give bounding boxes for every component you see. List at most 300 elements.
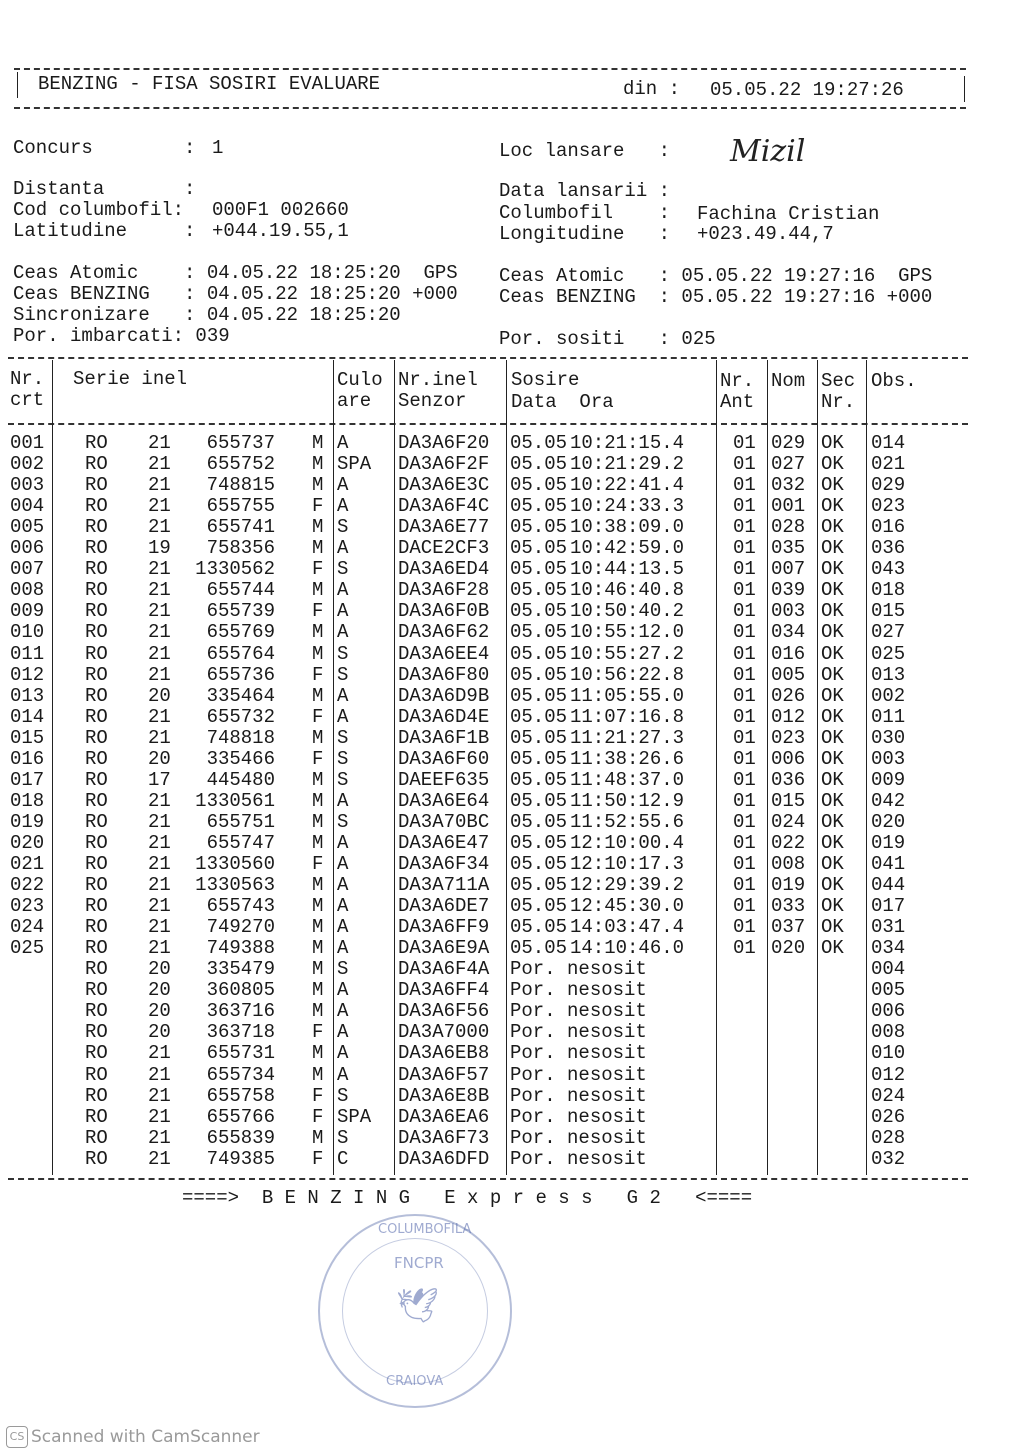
cell-year: 21 bbox=[148, 495, 171, 518]
cell-country: RO bbox=[85, 1126, 108, 1149]
cell-obs: 034 bbox=[871, 937, 906, 960]
cell-ant-nr: 01 bbox=[733, 916, 756, 939]
cell-sec-status: OK bbox=[821, 810, 844, 833]
col-header-dataora: Data Ora bbox=[511, 391, 614, 413]
cell-sensor-id: DA3A711A bbox=[398, 874, 490, 897]
footer-banner: ====> B E N Z I N G E x p r e s s G 2 <==== bbox=[182, 1187, 753, 1209]
cell-sensor-id: DA3A6F1B bbox=[398, 726, 490, 749]
table-row bbox=[0, 1022, 1024, 1043]
table-row bbox=[0, 1043, 1024, 1064]
cell-color: S bbox=[337, 642, 349, 665]
stamp-dove-icon: 🕊 bbox=[396, 1286, 440, 1326]
cell-obs: 036 bbox=[871, 537, 906, 560]
cell-sex: F bbox=[312, 1021, 324, 1044]
cell-obs: 003 bbox=[871, 747, 906, 770]
cell-obs: 020 bbox=[871, 810, 906, 833]
cell-sex: M bbox=[312, 895, 324, 918]
cell-color: S bbox=[337, 558, 349, 581]
cell-year: 21 bbox=[148, 600, 171, 623]
cell-color: A bbox=[337, 684, 349, 707]
cell-arrival-time: 10:46:40.8 bbox=[570, 579, 685, 602]
cell-sec-status: OK bbox=[821, 600, 844, 623]
cell-arrival-date: 05.05 bbox=[510, 853, 568, 875]
cell-arrival-date: 05.05 bbox=[510, 684, 568, 707]
cell-ring-number: 1330560 bbox=[195, 853, 275, 875]
cell-nom: 036 bbox=[771, 768, 806, 791]
cell-year: 20 bbox=[148, 684, 171, 707]
club-stamp bbox=[318, 1214, 512, 1408]
cell-ant-nr: 01 bbox=[733, 474, 756, 497]
cell-obs: 016 bbox=[871, 516, 906, 539]
cell-arrival-time: 11:05:55.0 bbox=[570, 684, 685, 707]
cell-year: 21 bbox=[148, 516, 171, 539]
cell-ring-number: 335479 bbox=[206, 958, 275, 981]
cell-sex: M bbox=[312, 579, 324, 602]
cell-color: A bbox=[337, 579, 349, 602]
cell-color: A bbox=[337, 916, 349, 939]
cell-sex: M bbox=[312, 768, 324, 791]
cell-ant-nr: 01 bbox=[733, 810, 756, 833]
cell-color: A bbox=[337, 432, 349, 454]
cell-country: RO bbox=[85, 453, 108, 476]
columbofil-label: Columbofil : bbox=[499, 202, 671, 224]
cell-sensor-id: DA3A6F56 bbox=[398, 1000, 490, 1023]
cell-country: RO bbox=[85, 747, 108, 770]
loc-lansare-handwritten: Mizil bbox=[730, 134, 806, 169]
cell-nom: 016 bbox=[771, 642, 806, 665]
cell-country: RO bbox=[85, 1000, 108, 1023]
table-row bbox=[0, 896, 1024, 917]
cell-sex: M bbox=[312, 958, 324, 981]
cell-sensor-id: DA3A6E3C bbox=[398, 474, 490, 497]
cell-sec-status: OK bbox=[821, 874, 844, 897]
cell-ring-number: 360805 bbox=[206, 979, 275, 1002]
cell-ring-number: 655732 bbox=[206, 705, 275, 728]
cell-nr-crt: 017 bbox=[10, 768, 45, 791]
cell-sensor-id: DA3A7000 bbox=[398, 1021, 490, 1044]
cell-sensor-id: DA3A6ED4 bbox=[398, 558, 490, 581]
por-imbarcati: Por. imbarcati: 039 bbox=[13, 325, 230, 347]
table-row bbox=[0, 559, 1024, 580]
cell-nr-crt: 023 bbox=[10, 895, 45, 918]
table-row bbox=[0, 1065, 1024, 1086]
cell-obs: 023 bbox=[871, 495, 906, 518]
cell-sensor-id: DA3A6F0B bbox=[398, 600, 490, 623]
table-row bbox=[0, 665, 1024, 686]
cell-sex: M bbox=[312, 537, 324, 560]
cell-year: 20 bbox=[148, 747, 171, 770]
cell-arrival-date: Por. nesosit bbox=[510, 1042, 647, 1065]
cell-sensor-id: DA3A6EE4 bbox=[398, 642, 490, 665]
cell-sensor-id: DA3A6F28 bbox=[398, 579, 490, 602]
cell-color: S bbox=[337, 1126, 349, 1149]
cell-nom: 008 bbox=[771, 853, 806, 875]
cell-ring-number: 749388 bbox=[206, 937, 275, 960]
table-row bbox=[0, 980, 1024, 1001]
cell-year: 21 bbox=[148, 705, 171, 728]
sincronizare: Sincronizare : 04.05.22 18:25:20 bbox=[13, 304, 401, 326]
cell-sensor-id: DA3A6F4C bbox=[398, 495, 490, 518]
cell-ring-number: 1330562 bbox=[195, 558, 275, 581]
cell-nom: 015 bbox=[771, 789, 806, 812]
cell-year: 20 bbox=[148, 1021, 171, 1044]
table-row bbox=[0, 686, 1024, 707]
cell-sex: F bbox=[312, 600, 324, 623]
cell-ring-number: 335466 bbox=[206, 747, 275, 770]
cell-nom: 019 bbox=[771, 874, 806, 897]
cell-arrival-date: 05.05 bbox=[510, 642, 568, 665]
cell-sex: F bbox=[312, 853, 324, 875]
cell-ring-number: 655769 bbox=[206, 621, 275, 644]
cell-obs: 041 bbox=[871, 853, 906, 875]
divider bbox=[17, 72, 18, 98]
col-header-sosire: Sosire bbox=[511, 369, 580, 391]
cell-ring-number: 655739 bbox=[206, 600, 275, 623]
cell-color: S bbox=[337, 726, 349, 749]
table-row bbox=[0, 433, 1024, 454]
cell-ring-number: 655741 bbox=[206, 516, 275, 539]
table-row bbox=[0, 1128, 1024, 1149]
table-row bbox=[0, 580, 1024, 601]
cell-obs: 015 bbox=[871, 600, 906, 623]
cell-color: A bbox=[337, 937, 349, 960]
divider bbox=[964, 76, 965, 102]
cell-nr-crt: 015 bbox=[10, 726, 45, 749]
cell-arrival-date: Por. nesosit bbox=[510, 958, 647, 981]
cell-year: 21 bbox=[148, 558, 171, 581]
cell-color: SPA bbox=[337, 1105, 372, 1128]
cell-ring-number: 749385 bbox=[206, 1147, 275, 1170]
ceas-benzing-start: Ceas BENZING : 04.05.22 18:25:20 +000 bbox=[13, 283, 458, 305]
cell-nom: 012 bbox=[771, 705, 806, 728]
cell-ant-nr: 01 bbox=[733, 895, 756, 918]
cell-arrival-date: 05.05 bbox=[510, 747, 568, 770]
cell-sex: F bbox=[312, 705, 324, 728]
din-label: din : bbox=[623, 78, 681, 100]
cell-sex: M bbox=[312, 831, 324, 854]
cell-sensor-id: DA3A6E9A bbox=[398, 937, 490, 960]
cell-nr-crt: 005 bbox=[10, 516, 45, 539]
cell-color: A bbox=[337, 495, 349, 518]
divider bbox=[14, 68, 966, 70]
cell-arrival-date: 05.05 bbox=[510, 432, 568, 454]
cell-sensor-id: DA3A6F57 bbox=[398, 1063, 490, 1086]
cell-sensor-id: DA3A6EB8 bbox=[398, 1042, 490, 1065]
cell-arrival-time: 10:42:59.0 bbox=[570, 537, 685, 560]
cell-sex: M bbox=[312, 1042, 324, 1065]
cell-sex: M bbox=[312, 979, 324, 1002]
cell-nr-crt: 021 bbox=[10, 853, 45, 875]
cell-sensor-id: DA3A6FF9 bbox=[398, 916, 490, 939]
cell-color: C bbox=[337, 1147, 349, 1170]
cell-arrival-date: 05.05 bbox=[510, 831, 568, 854]
cell-year: 20 bbox=[148, 958, 171, 981]
cell-sensor-id: DA3A6E47 bbox=[398, 831, 490, 854]
cod-label: Cod columbofil: bbox=[13, 199, 185, 221]
cell-year: 21 bbox=[148, 474, 171, 497]
cell-year: 21 bbox=[148, 916, 171, 939]
cell-sex: M bbox=[312, 621, 324, 644]
cell-nr-crt: 012 bbox=[10, 663, 45, 686]
cell-sec-status: OK bbox=[821, 537, 844, 560]
cell-nom: 034 bbox=[771, 621, 806, 644]
cell-arrival-date: 05.05 bbox=[510, 663, 568, 686]
cell-sensor-id: DA3A6E64 bbox=[398, 789, 490, 812]
cell-ant-nr: 01 bbox=[733, 558, 756, 581]
cell-ant-nr: 01 bbox=[733, 663, 756, 686]
cell-nom: 028 bbox=[771, 516, 806, 539]
cell-ring-number: 655747 bbox=[206, 831, 275, 854]
cell-obs: 043 bbox=[871, 558, 906, 581]
cell-sec-status: OK bbox=[821, 642, 844, 665]
cell-country: RO bbox=[85, 558, 108, 581]
cell-nom: 020 bbox=[771, 937, 806, 960]
cell-country: RO bbox=[85, 853, 108, 875]
cell-ring-number: 363716 bbox=[206, 1000, 275, 1023]
cell-obs: 030 bbox=[871, 726, 906, 749]
cell-arrival-date: Por. nesosit bbox=[510, 1084, 647, 1107]
cell-color: A bbox=[337, 895, 349, 918]
cell-arrival-time: 10:44:13.5 bbox=[570, 558, 685, 581]
cell-sensor-id: DA3A6DFD bbox=[398, 1147, 490, 1170]
col-header-nrinel: Nr.inel bbox=[398, 369, 478, 391]
cell-arrival-date: 05.05 bbox=[510, 621, 568, 644]
cell-ring-number: 655734 bbox=[206, 1063, 275, 1086]
cell-color: S bbox=[337, 663, 349, 686]
cell-sex: M bbox=[312, 516, 324, 539]
cell-country: RO bbox=[85, 1147, 108, 1170]
cell-nr-crt: 024 bbox=[10, 916, 45, 939]
report-title: BENZING - FISA SOSIRI EVALUARE bbox=[38, 73, 381, 95]
cell-sec-status: OK bbox=[821, 516, 844, 539]
cell-color: A bbox=[337, 537, 349, 560]
cell-arrival-date: 05.05 bbox=[510, 916, 568, 939]
stamp-top-text: COLUMBOFILA bbox=[378, 1222, 472, 1237]
cell-arrival-date: 05.05 bbox=[510, 453, 568, 476]
latitudine-value: +044.19.55,1 bbox=[212, 220, 349, 242]
cell-nr-crt: 001 bbox=[10, 432, 45, 454]
cell-arrival-time: 11:50:12.9 bbox=[570, 789, 685, 812]
cell-obs: 002 bbox=[871, 684, 906, 707]
col-header-ant: Ant bbox=[720, 391, 755, 413]
cell-nr-crt: 008 bbox=[10, 579, 45, 602]
cell-ant-nr: 01 bbox=[733, 937, 756, 960]
cell-sec-status: OK bbox=[821, 937, 844, 960]
cell-color: A bbox=[337, 853, 349, 875]
cell-obs: 018 bbox=[871, 579, 906, 602]
col-header-nr-ant: Nr. bbox=[720, 370, 755, 392]
col-header-senzor: Senzor bbox=[398, 390, 467, 412]
cell-nr-crt: 002 bbox=[10, 453, 45, 476]
cell-sensor-id: DA3A6D4E bbox=[398, 705, 490, 728]
cell-nom: 027 bbox=[771, 453, 806, 476]
cell-sec-status: OK bbox=[821, 432, 844, 454]
table-row bbox=[0, 475, 1024, 496]
cell-ring-number: 335464 bbox=[206, 684, 275, 707]
table-row bbox=[0, 707, 1024, 728]
cell-country: RO bbox=[85, 579, 108, 602]
cell-nom: 032 bbox=[771, 474, 806, 497]
cell-arrival-time: 11:07:16.8 bbox=[570, 705, 685, 728]
cell-country: RO bbox=[85, 1105, 108, 1128]
cell-arrival-time: 10:55:27.2 bbox=[570, 642, 685, 665]
cell-country: RO bbox=[85, 516, 108, 539]
cell-arrival-time: 11:48:37.0 bbox=[570, 768, 685, 791]
cell-sensor-id: DA3A6F80 bbox=[398, 663, 490, 686]
cell-year: 21 bbox=[148, 432, 171, 454]
cell-nom: 023 bbox=[771, 726, 806, 749]
cell-sec-status: OK bbox=[821, 705, 844, 728]
cell-obs: 026 bbox=[871, 1105, 906, 1128]
cell-color: S bbox=[337, 747, 349, 770]
cell-ant-nr: 01 bbox=[733, 621, 756, 644]
cell-country: RO bbox=[85, 705, 108, 728]
cell-arrival-date: 05.05 bbox=[510, 768, 568, 791]
cell-arrival-date: Por. nesosit bbox=[510, 979, 647, 1002]
cell-nom: 006 bbox=[771, 747, 806, 770]
cell-ring-number: 655751 bbox=[206, 810, 275, 833]
cell-ring-number: 655752 bbox=[206, 453, 275, 476]
cell-nr-crt: 020 bbox=[10, 831, 45, 854]
cell-sec-status: OK bbox=[821, 684, 844, 707]
cell-obs: 004 bbox=[871, 958, 906, 981]
cell-arrival-date: Por. nesosit bbox=[510, 1126, 647, 1149]
cell-sec-status: OK bbox=[821, 495, 844, 518]
table-row bbox=[0, 601, 1024, 622]
cell-sex: M bbox=[312, 684, 324, 707]
cell-arrival-date: Por. nesosit bbox=[510, 1147, 647, 1170]
cell-arrival-time: 10:21:15.4 bbox=[570, 432, 685, 454]
cell-color: A bbox=[337, 979, 349, 1002]
cell-country: RO bbox=[85, 663, 108, 686]
cell-sec-status: OK bbox=[821, 453, 844, 476]
cell-color: A bbox=[337, 705, 349, 728]
cell-sex: F bbox=[312, 1105, 324, 1128]
divider bbox=[8, 357, 968, 359]
cell-color: A bbox=[337, 600, 349, 623]
cell-sex: F bbox=[312, 747, 324, 770]
cell-color: S bbox=[337, 810, 349, 833]
cell-obs: 029 bbox=[871, 474, 906, 497]
cell-ring-number: 758356 bbox=[206, 537, 275, 560]
cell-ant-nr: 01 bbox=[733, 874, 756, 897]
divider bbox=[8, 423, 968, 425]
cell-year: 21 bbox=[148, 1126, 171, 1149]
cell-country: RO bbox=[85, 937, 108, 960]
ceas-atomic-end: Ceas Atomic : 05.05.22 19:27:16 GPS bbox=[499, 265, 933, 287]
cell-ant-nr: 01 bbox=[733, 453, 756, 476]
cell-color: A bbox=[337, 1021, 349, 1044]
cell-ring-number: 655731 bbox=[206, 1042, 275, 1065]
cell-arrival-time: 12:29:39.2 bbox=[570, 874, 685, 897]
cell-nr-crt: 014 bbox=[10, 705, 45, 728]
cell-nr-crt: 007 bbox=[10, 558, 45, 581]
cell-sex: F bbox=[312, 663, 324, 686]
divider bbox=[8, 1178, 968, 1180]
cell-sex: M bbox=[312, 937, 324, 960]
cell-ant-nr: 01 bbox=[733, 768, 756, 791]
cell-sensor-id: DA3A6DE7 bbox=[398, 895, 490, 918]
cell-ant-nr: 01 bbox=[733, 537, 756, 560]
cell-sec-status: OK bbox=[821, 853, 844, 875]
cell-country: RO bbox=[85, 537, 108, 560]
cell-country: RO bbox=[85, 874, 108, 897]
cell-ant-nr: 01 bbox=[733, 853, 756, 875]
cell-arrival-time: 12:45:30.0 bbox=[570, 895, 685, 918]
cell-color: A bbox=[337, 874, 349, 897]
cell-nr-crt: 011 bbox=[10, 642, 45, 665]
cell-ring-number: 655764 bbox=[206, 642, 275, 665]
cell-ring-number: 749270 bbox=[206, 916, 275, 939]
cell-sex: F bbox=[312, 495, 324, 518]
cell-year: 21 bbox=[148, 453, 171, 476]
cell-obs: 032 bbox=[871, 1147, 906, 1170]
cell-ring-number: 655744 bbox=[206, 579, 275, 602]
cell-obs: 021 bbox=[871, 453, 906, 476]
cell-country: RO bbox=[85, 1084, 108, 1107]
cell-ring-number: 655839 bbox=[206, 1126, 275, 1149]
cell-year: 21 bbox=[148, 1105, 171, 1128]
cell-obs: 010 bbox=[871, 1042, 906, 1065]
cell-nr-crt: 009 bbox=[10, 600, 45, 623]
col-header-sec-nr: Nr. bbox=[821, 391, 856, 413]
cell-arrival-time: 10:21:29.2 bbox=[570, 453, 685, 476]
col-header-nom: Nom bbox=[771, 370, 806, 392]
cell-arrival-date: 05.05 bbox=[510, 474, 568, 497]
cell-sex: M bbox=[312, 916, 324, 939]
cell-country: RO bbox=[85, 831, 108, 854]
cell-sex: M bbox=[312, 474, 324, 497]
cell-country: RO bbox=[85, 621, 108, 644]
table-row bbox=[0, 517, 1024, 538]
cell-country: RO bbox=[85, 474, 108, 497]
cell-sensor-id: DA3A6F2F bbox=[398, 453, 490, 476]
cell-obs: 044 bbox=[871, 874, 906, 897]
cell-ant-nr: 01 bbox=[733, 705, 756, 728]
cell-sensor-id: DA3A6F4A bbox=[398, 958, 490, 981]
cell-ring-number: 655743 bbox=[206, 895, 275, 918]
divider bbox=[14, 107, 966, 109]
cell-country: RO bbox=[85, 600, 108, 623]
col-header-sec: Sec bbox=[821, 370, 856, 392]
cell-year: 17 bbox=[148, 768, 171, 791]
cell-ring-number: 655736 bbox=[206, 663, 275, 686]
table-row bbox=[0, 875, 1024, 896]
cell-sec-status: OK bbox=[821, 726, 844, 749]
cell-obs: 031 bbox=[871, 916, 906, 939]
cell-year: 20 bbox=[148, 1000, 171, 1023]
cell-arrival-date: 05.05 bbox=[510, 579, 568, 602]
cell-nr-crt: 016 bbox=[10, 747, 45, 770]
cell-nom: 003 bbox=[771, 600, 806, 623]
cell-nom: 026 bbox=[771, 684, 806, 707]
cell-sex: F bbox=[312, 1147, 324, 1170]
cell-country: RO bbox=[85, 1063, 108, 1086]
cell-color: S bbox=[337, 516, 349, 539]
cell-color: SPA bbox=[337, 453, 372, 476]
cell-arrival-date: 05.05 bbox=[510, 937, 568, 960]
distanta-label: Distanta : bbox=[13, 178, 196, 200]
cell-country: RO bbox=[85, 958, 108, 981]
cell-sensor-id: DACE2CF3 bbox=[398, 537, 490, 560]
cell-ring-number: 748818 bbox=[206, 726, 275, 749]
table-row bbox=[0, 644, 1024, 665]
table-row bbox=[0, 959, 1024, 980]
latitudine-label: Latitudine : bbox=[13, 220, 196, 242]
cell-ring-number: 748815 bbox=[206, 474, 275, 497]
cell-obs: 012 bbox=[871, 1063, 906, 1086]
cell-sensor-id: DA3A70BC bbox=[398, 810, 490, 833]
